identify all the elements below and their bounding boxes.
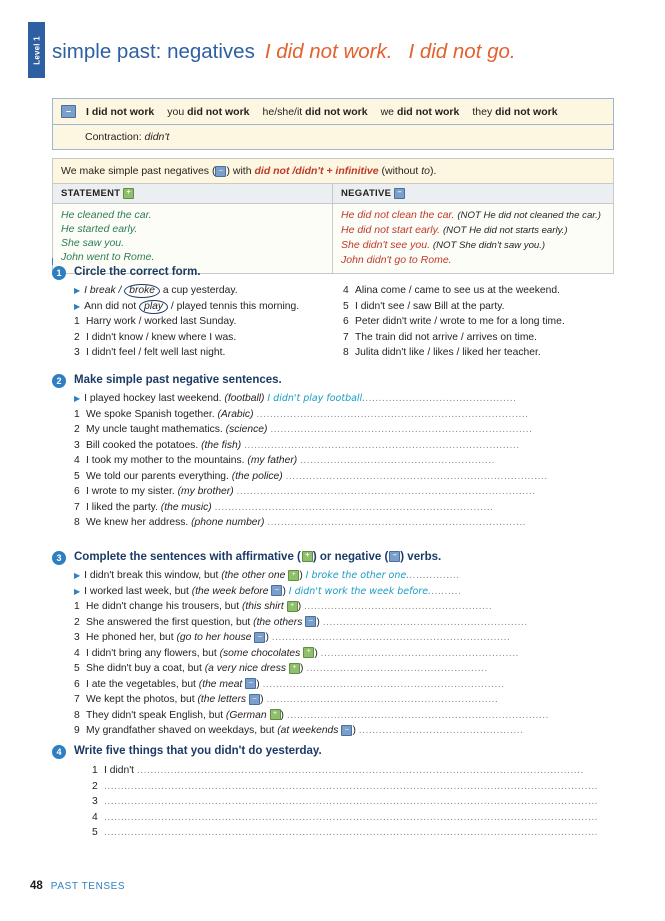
form-segment-5 — [472, 106, 557, 118]
form-segment-4 — [381, 106, 460, 118]
rule-negative-1 — [341, 208, 605, 223]
item-number: 5 — [92, 827, 98, 838]
exercise-4-item[interactable] — [92, 763, 612, 779]
form-verb-1: I did not work — [86, 105, 155, 118]
exercise-3-item[interactable] — [74, 568, 612, 584]
item-cue: (go to her house — [176, 632, 252, 643]
item-text: The train did not arrive / arrives on time. — [355, 331, 537, 343]
exercise-3-items — [74, 568, 612, 739]
page-title — [52, 40, 516, 64]
exercise-1-item[interactable] — [343, 314, 612, 330]
answer-dots: ............................................. — [365, 393, 517, 404]
contraction-value: didn't — [144, 131, 170, 143]
exercise-4-item[interactable] — [92, 794, 612, 810]
item-text: He phoned her, but — [86, 632, 177, 643]
answer-dots[interactable]: ....................................................................... — [271, 632, 511, 643]
exercise-1-left-column — [74, 283, 343, 361]
arrow-icon: ▶ — [74, 586, 81, 596]
item-cue: (some chocolates — [219, 647, 301, 659]
item-text: I didn't feel / felt well last night. — [86, 347, 226, 358]
answer-dots[interactable]: .............................................................................. — [270, 424, 533, 435]
answer-dots[interactable]: ................................................................................................................................................... — [104, 827, 599, 838]
exercise-1-item[interactable] — [74, 314, 343, 330]
form-subject-4: we — [380, 105, 395, 118]
item-cue: (the week before — [191, 585, 269, 597]
item-text: My uncle taught mathematics. — [86, 424, 226, 435]
item-cue: (the others — [253, 616, 303, 628]
handwritten-answer: I didn't play football. — [267, 393, 366, 404]
item-number: 4 — [74, 455, 80, 466]
item-number: 4 — [92, 811, 98, 823]
item-number: 8 — [74, 517, 80, 528]
answer-dots[interactable]: ........................................................................ — [262, 678, 505, 690]
form-subject-2: you — [167, 105, 185, 118]
exercise-4 — [52, 745, 612, 841]
rule-statement-1: He cleaned the car. — [61, 209, 152, 222]
cue-close: ) — [314, 647, 318, 659]
item-cue: (the fish) — [201, 439, 242, 451]
item-cue: (the letters — [197, 694, 247, 705]
verb-form-row — [53, 99, 613, 125]
item-text: They didn't speak English, but — [86, 709, 226, 721]
answer-dots[interactable]: ................................................................................. — [256, 408, 529, 420]
item-text: Peter didn't write / wrote to me for a long time. — [355, 316, 565, 327]
item-text: She answered the first question, but — [86, 616, 254, 628]
item-text: She didn't buy a coat, but — [86, 663, 205, 674]
answer-dots[interactable]: ................................................. — [358, 725, 524, 736]
answer-dots[interactable]: ......................................................................................... — [236, 486, 536, 497]
answer-dots[interactable]: ................................................................................... — [214, 501, 494, 513]
item-cue: (the other one — [221, 570, 286, 581]
rule-intro-pre: We make simple past negatives ( — [61, 165, 216, 177]
exercise-1-item-pre: Ann did not — [84, 300, 140, 312]
rule-negative-text-4: John didn't go to Rome. — [341, 254, 452, 267]
item-number: 3 — [74, 347, 80, 358]
rule-table-body — [53, 204, 613, 273]
item-number: 6 — [74, 678, 80, 690]
page-title-example-2: I did not go. — [408, 40, 516, 63]
exercise-1-item[interactable] — [343, 283, 612, 299]
item-text: We knew her address. — [86, 517, 192, 528]
answer-dots[interactable]: ............................................................................. — [267, 517, 527, 528]
item-number: 8 — [74, 709, 80, 721]
item-number: 5 — [74, 470, 80, 482]
plus-badge-icon: + — [289, 663, 300, 674]
arrow-icon: ▶ — [74, 286, 81, 295]
exercise-1-right-column — [343, 283, 612, 361]
answer-dots[interactable]: .............................................................................. — [286, 709, 550, 721]
item-cue: (at weekends — [277, 725, 339, 736]
exercise-1-item[interactable] — [343, 345, 612, 361]
rule-negative-column — [333, 204, 613, 273]
form-verb-5: did not work — [495, 105, 558, 118]
exercise-2-item[interactable] — [74, 391, 612, 407]
handwritten-answer: I didn't work the week before. — [288, 585, 432, 597]
exercise-3 — [52, 551, 612, 739]
item-number: 2 — [74, 424, 80, 435]
item-text: I didn't bring any flowers, but — [86, 647, 220, 659]
item-number: 1 — [74, 316, 80, 327]
cue-close: ) — [265, 632, 269, 643]
exercise-1-item[interactable] — [343, 299, 612, 315]
cue-close: ) — [260, 694, 264, 705]
answer-dots: ......... — [431, 585, 462, 597]
section-name: PAST TENSES — [50, 881, 126, 892]
verb-form-box — [52, 98, 614, 150]
page-title-example-1: I did not work. — [264, 40, 393, 63]
form-subject-3: he/she/it — [262, 105, 303, 118]
item-number: 6 — [343, 316, 349, 327]
item-number: 3 — [74, 632, 80, 643]
cue-close: ) — [299, 570, 303, 581]
exercise-4-number: 4 — [52, 745, 66, 759]
item-text: I played hockey last weekend. — [84, 393, 225, 404]
minus-badge-icon: – — [254, 632, 265, 643]
cue-close: ) — [352, 725, 356, 736]
answer-dots[interactable]: ................................................................................................................................................... — [104, 780, 599, 792]
exercise-4-item[interactable] — [92, 825, 612, 841]
item-text: Alina come / came to see us at the weekend. — [355, 285, 560, 296]
minus-badge-inline-icon: – — [215, 166, 226, 177]
form-segment-1 — [86, 106, 154, 118]
plus-badge-icon: + — [303, 647, 314, 658]
exercise-1-number: 1 — [52, 266, 66, 280]
margin-tick — [52, 258, 53, 265]
exercise-1-item-post: a cup yesterday. — [159, 285, 238, 296]
item-number: 7 — [74, 694, 80, 705]
rule-note-3: (NOT She didn't saw you.) — [432, 240, 546, 252]
item-number: 7 — [343, 331, 349, 343]
exercise-4-item[interactable] — [92, 810, 612, 826]
rule-intro-post: (without — [378, 165, 422, 177]
item-number: 2 — [92, 780, 98, 792]
rule-negative-4 — [341, 253, 605, 267]
plus-badge-icon: + — [302, 551, 313, 562]
item-text: I didn't — [104, 765, 135, 776]
minus-badge-icon: – — [305, 616, 316, 627]
item-number: 3 — [92, 796, 98, 807]
contraction-label: Contraction: — [85, 131, 142, 143]
exercise-1-item[interactable] — [74, 345, 343, 361]
contraction-row — [53, 125, 613, 149]
form-verb-2: did not work — [187, 105, 250, 118]
rule-col-statement-label: STATEMENT — [61, 188, 121, 200]
item-number: 4 — [343, 285, 349, 296]
level-tab — [28, 22, 45, 78]
form-verb-4: did not work — [396, 105, 460, 118]
exercise-3-item[interactable] — [74, 584, 612, 600]
rule-table-header — [53, 184, 613, 204]
cue-close: ) — [300, 663, 304, 674]
exercise-2-item[interactable] — [74, 438, 612, 454]
rule-intro-mid: ) with — [226, 165, 255, 177]
rule-negative-3 — [341, 238, 605, 253]
item-text: Julita didn't like / likes / liked her teacher. — [355, 347, 541, 358]
cue-close: ) — [297, 601, 302, 612]
item-text: Bill cooked the potatoes. — [86, 439, 202, 451]
exercise-2-item[interactable] — [74, 500, 612, 516]
minus-badge-icon: – — [389, 551, 400, 562]
rule-negative-text-3: She didn't see you. — [341, 239, 430, 252]
exercise-1-item[interactable] — [343, 330, 612, 346]
item-number: 5 — [74, 663, 80, 674]
item-number: 7 — [74, 501, 80, 513]
exercise-1-item — [74, 283, 343, 299]
answer-dots[interactable]: ........................................................ — [304, 601, 493, 612]
answer-dots[interactable]: ..................................................................... — [266, 694, 499, 705]
exercise-3-title-mid: ) or negative ( — [312, 551, 389, 563]
answer-dots: ............... — [409, 570, 460, 581]
form-verb-3: did not work — [305, 105, 368, 118]
item-text: Harry work / worked last Sunday. — [86, 316, 237, 327]
item-cue: (science) — [225, 424, 268, 435]
level-tab-label: Level 1 — [32, 36, 42, 65]
answer-dots[interactable]: ...................................................... — [306, 663, 488, 674]
page-number: 48 — [30, 880, 43, 892]
answer-dots[interactable]: ............................................................. — [322, 616, 528, 628]
exercise-3-item[interactable] — [74, 677, 612, 693]
exercise-1 — [52, 266, 612, 361]
item-cue: (a very nice dress — [204, 663, 287, 674]
plus-badge-icon: + — [287, 601, 298, 612]
item-number: 3 — [74, 439, 80, 451]
exercise-4-title: Write five things that you didn't do yesterday. — [74, 745, 322, 757]
page-footer — [30, 880, 125, 892]
minus-badge-icon: – — [61, 105, 76, 118]
rule-col-negative-label: NEGATIVE — [341, 188, 392, 200]
item-cue: (German — [225, 709, 267, 721]
minus-badge-header-icon: – — [394, 188, 405, 199]
item-text: I ate the vegetables, but — [86, 678, 199, 690]
arrow-icon: ▶ — [74, 394, 81, 403]
exercise-3-item[interactable] — [74, 661, 612, 677]
exercise-1-item[interactable] — [74, 330, 343, 346]
exercise-2-item[interactable] — [74, 469, 612, 485]
item-cue: (the meat — [198, 678, 243, 690]
exercise-1-item — [74, 299, 343, 315]
item-number: 8 — [343, 347, 349, 358]
item-text: We spoke Spanish together. — [86, 408, 218, 420]
answer-dots[interactable]: ................................................................................................................................................... — [104, 796, 599, 807]
form-segment-2 — [167, 106, 249, 118]
item-text: We told our parents everything. — [86, 470, 232, 482]
rule-statement-column — [53, 204, 333, 273]
exercise-3-title-post: ) verbs. — [400, 551, 442, 563]
item-text: I took my mother to the mountains. — [86, 455, 248, 466]
item-number: 1 — [92, 765, 98, 776]
exercise-2-item[interactable] — [74, 407, 612, 423]
exercise-1-item-post: / played tennis this morning. — [168, 300, 300, 312]
rule-negative-text-2: He did not start early. — [341, 224, 441, 237]
rule-box — [52, 158, 614, 274]
item-text: I didn't break this window, but — [84, 570, 222, 581]
cue-close: ) — [280, 709, 284, 721]
cue-close: ) — [316, 616, 320, 628]
item-text: I wrote to my sister. — [86, 486, 178, 497]
rule-col-statement — [53, 184, 333, 203]
item-text: My grandfather shaved on weekdays, but — [86, 725, 278, 736]
rule-note-1: (NOT He did not cleaned the car.) — [457, 210, 601, 222]
minus-badge-icon: – — [341, 725, 352, 736]
cue-close: ) — [282, 585, 286, 597]
rule-intro-italic: to — [421, 165, 430, 177]
rule-negative-2 — [341, 223, 605, 238]
rule-statement-4: John went to Rome. — [61, 251, 155, 264]
page-title-main: simple past: negatives — [52, 40, 255, 63]
item-number: 9 — [74, 725, 80, 736]
rule-intro-highlight: did not /didn't + infinitive — [254, 165, 379, 177]
plus-badge-icon: + — [288, 570, 299, 581]
item-number: 1 — [74, 601, 80, 612]
item-cue: (the police) — [231, 470, 283, 482]
cue-close: ) — [256, 678, 260, 690]
exercise-3-title — [74, 551, 612, 563]
exercise-2-item[interactable] — [74, 484, 612, 500]
circled-answer[interactable]: play — [139, 300, 168, 314]
minus-badge-icon: – — [245, 678, 256, 689]
item-text: We kept the photos, but — [86, 694, 198, 705]
exercise-3-item[interactable] — [74, 692, 612, 708]
exercise-2-item[interactable] — [74, 515, 612, 531]
item-cue: (this shirt — [241, 601, 284, 612]
exercise-2-title: Make simple past negative sentences. — [74, 374, 282, 386]
arrow-icon: ▶ — [74, 301, 81, 311]
minus-badge-icon: – — [271, 585, 282, 596]
form-subject-5: they — [472, 105, 493, 118]
exercise-1-title: Circle the correct form. — [74, 266, 201, 278]
exercise-4-item[interactable] — [92, 779, 612, 795]
item-number: 2 — [74, 331, 80, 343]
exercise-2-items — [74, 391, 612, 531]
item-number: 2 — [74, 616, 80, 628]
item-number: 4 — [74, 647, 80, 659]
item-text: I didn't see / saw Bill at the party. — [355, 300, 505, 312]
answer-dots[interactable]: ..................................................................................................................................... — [136, 765, 584, 776]
rule-negative-text-1: He did not clean the car. — [341, 209, 455, 222]
exercise-2-item[interactable] — [74, 453, 612, 469]
exercise-3-item[interactable] — [74, 646, 612, 662]
item-cue: (the music) — [160, 501, 212, 513]
answer-dots[interactable]: .......................................................... — [300, 455, 495, 466]
answer-dots[interactable]: ................................................................................................................................................... — [104, 811, 599, 823]
circled-answer[interactable]: broke — [124, 284, 160, 298]
answer-dots[interactable]: ........................................................... — [320, 647, 519, 659]
rule-statement-2: He started early. — [61, 223, 138, 236]
item-number: 1 — [74, 408, 80, 420]
rule-intro — [53, 159, 613, 184]
exercise-3-item[interactable] — [74, 630, 612, 646]
plus-badge-icon: + — [270, 709, 281, 720]
exercise-1-columns — [74, 283, 612, 361]
item-number: 6 — [74, 486, 80, 497]
item-cue: (my brother) — [177, 486, 234, 497]
exercise-2-number: 2 — [52, 374, 66, 388]
exercise-3-item[interactable] — [74, 599, 612, 615]
item-text: I liked the party. — [86, 501, 161, 513]
item-cue: (Arabic) — [217, 408, 254, 420]
exercise-3-item[interactable] — [74, 723, 612, 739]
exercise-3-number: 3 — [52, 551, 66, 565]
exercise-3-item[interactable] — [74, 615, 612, 631]
exercise-1-item-pre: I break / — [84, 285, 125, 296]
rule-statement-3: She saw you. — [61, 237, 125, 250]
item-cue: (football) — [224, 393, 265, 404]
item-number: 5 — [343, 300, 349, 312]
item-cue: (my father) — [247, 455, 298, 466]
rule-intro-end: ). — [429, 165, 437, 177]
rule-note-2: (NOT He did not starts early.) — [442, 225, 568, 237]
form-segment-3 — [263, 106, 368, 118]
item-text: I worked last week, but — [84, 585, 192, 597]
item-text: He didn't change his trousers, but — [86, 601, 242, 612]
exercise-3-title-pre: Complete the sentences with affirmative ( — [74, 551, 301, 563]
handwritten-answer: I broke the other one. — [305, 570, 410, 581]
plus-badge-icon: + — [123, 188, 134, 199]
arrow-icon: ▶ — [74, 571, 81, 580]
exercise-2-item[interactable] — [74, 422, 612, 438]
rule-col-negative — [333, 184, 613, 203]
answer-dots[interactable]: .............................................................................. — [285, 470, 548, 482]
item-cue: (phone number) — [191, 517, 265, 528]
answer-dots[interactable]: .................................................................................. — [244, 439, 520, 451]
exercise-2 — [52, 374, 612, 531]
minus-badge-icon: – — [249, 694, 260, 705]
exercise-4-items — [92, 763, 612, 841]
item-text: I didn't know / knew where I was. — [86, 331, 237, 343]
exercise-3-item[interactable] — [74, 708, 612, 724]
